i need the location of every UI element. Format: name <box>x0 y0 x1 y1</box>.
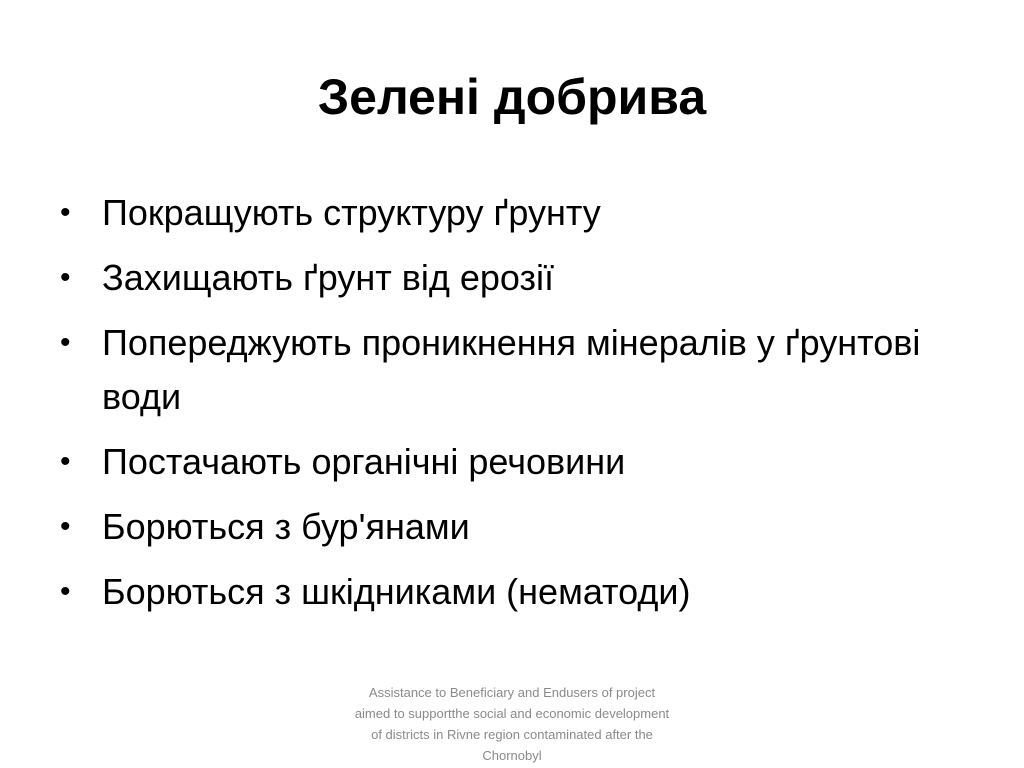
bullet-text: Покращують структуру ґрунту <box>102 192 601 233</box>
bullet-item <box>60 565 960 619</box>
bullet-icon: • <box>60 445 71 478</box>
bullet-text: Попереджують проникнення мінералів у ґрунтові води <box>102 322 921 417</box>
bullet-item <box>60 316 960 424</box>
footer-note: Assistance to Beneficiary and Endusers of project aimed to supportthe social and economic development of districts in Rivne region contaminated after the Chornobyl <box>354 685 670 763</box>
bullet-icon: • <box>60 510 71 543</box>
bullet-icon: • <box>60 261 71 294</box>
bullet-text: Борються з шкідниками (нематоди) <box>102 571 691 612</box>
bullet-text: Постачають органічні речовини <box>102 441 626 482</box>
bullet-item <box>60 186 960 240</box>
bullet-list <box>60 186 960 630</box>
bullet-icon: • <box>60 326 71 359</box>
bullet-item <box>60 435 960 489</box>
bullet-icon: • <box>60 575 71 608</box>
bullet-item <box>60 500 960 554</box>
bullet-icon: • <box>60 196 71 229</box>
bullet-item <box>60 251 960 305</box>
slide-title: Зелені добрива <box>317 69 707 125</box>
bullet-text: Захищають ґрунт від ерозії <box>102 257 555 298</box>
bullet-text: Борються з бур'янами <box>102 506 470 547</box>
